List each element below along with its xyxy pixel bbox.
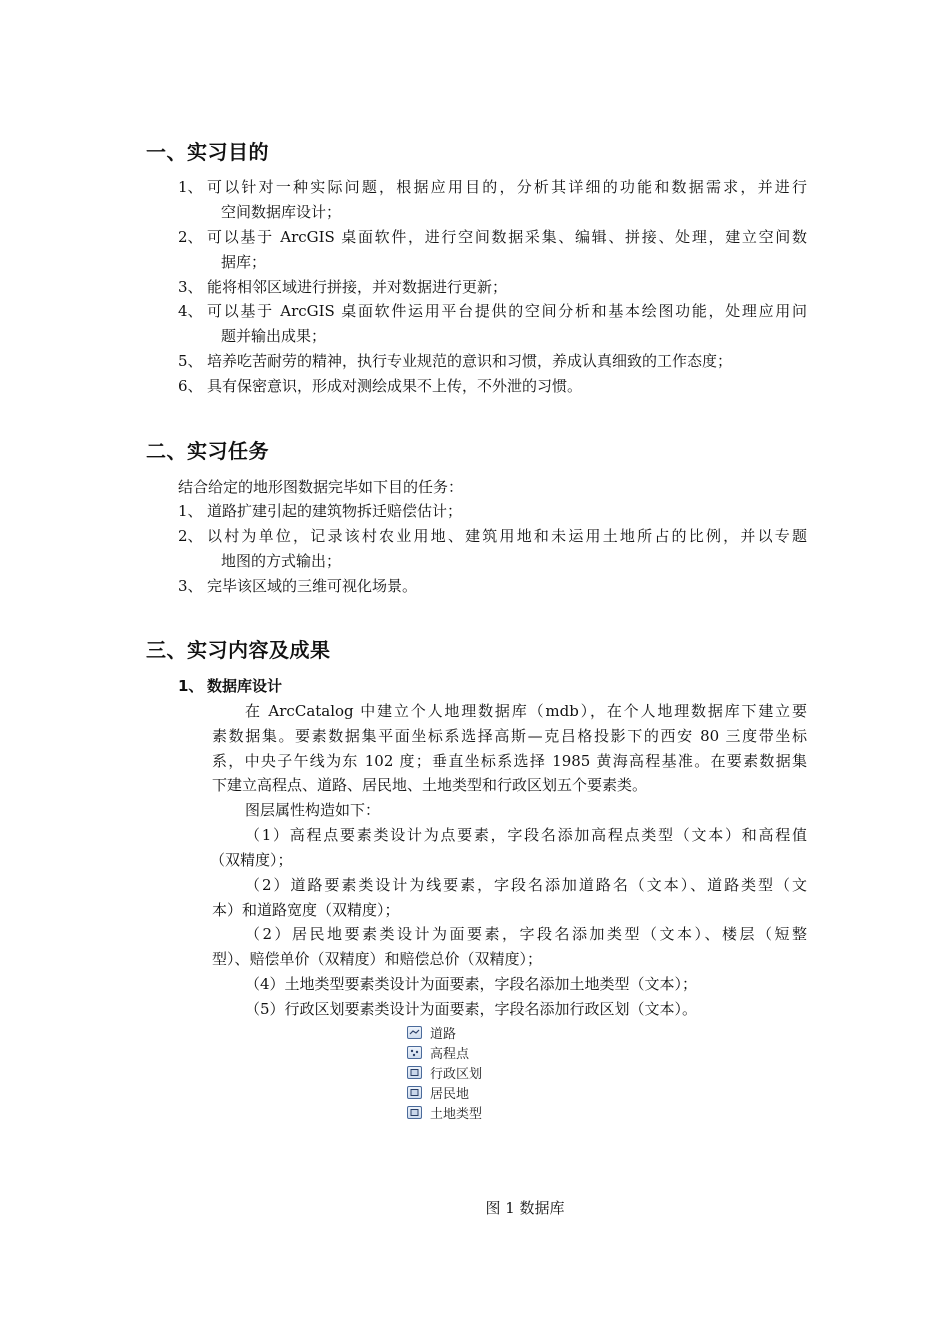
list-item-continuation: 地图的方式输出； [221, 552, 342, 570]
subsection-title: 数据库设计 [207, 677, 283, 695]
figure-caption: 图 1 数据库 [485, 1199, 565, 1217]
subsection-number: 1、 [178, 677, 204, 695]
attribute-continuation: （双精度）； [210, 851, 293, 869]
list-item-text: 可以基于 ArcGIS 桌面软件，进行空间数据采集、编辑、拼接、处理，建立空间数 [207, 228, 807, 246]
layer-label: 行政区划 [430, 1066, 483, 1082]
list-item-continuation: 题并输出成果； [221, 327, 327, 345]
polygon-layer-icon [407, 1066, 422, 1079]
tasks-intro: 结合给定的地形图数据完毕如下目的任务： [178, 478, 464, 496]
paragraph-line: 下建立高程点、道路、居民地、土地类型和行政区划五个要素类。 [212, 776, 648, 794]
list-number: 3、 [178, 278, 203, 296]
point-layer-icon [407, 1046, 422, 1059]
attribute-line: （4）土地类型要素类设计为面要素，字段名添加土地类型（文本）； [245, 975, 698, 993]
section-heading-tasks: 二、实习任务 [146, 439, 269, 463]
list-item-text: 完毕该区域的三维可视化场景。 [207, 577, 418, 595]
layer-item-land-type[interactable] [407, 1102, 527, 1122]
list-item-text: 以村为单位，记录该村农业用地、建筑用地和未运用土地所占的比例，并以专题 [207, 527, 807, 545]
section-heading-content: 三、实习内容及成果 [146, 638, 331, 662]
list-item-text: 能将相邻区域进行拼接，并对数据进行更新； [207, 278, 508, 296]
attribute-line: （5）行政区划要素类设计为面要素，字段名添加行政区划（文本）。 [245, 1000, 698, 1018]
attribute-continuation: 本）和道路宽度（双精度）； [212, 901, 400, 919]
layer-label: 道路 [430, 1026, 457, 1042]
list-number: 1、 [178, 502, 203, 520]
layer-list-figure [407, 1022, 527, 1122]
list-item-continuation: 据库； [221, 253, 267, 271]
list-item-text: 可以基于 ArcGIS 桌面软件运用平台提供的空间分析和基本绘图功能，处理应用问 [207, 302, 807, 320]
list-item-text: 可以针对一种实际问题，根据应用目的，分析其详细的功能和数据需求，并进行 [207, 178, 807, 196]
layer-label: 高程点 [430, 1046, 470, 1062]
layer-item-road[interactable] [407, 1022, 527, 1042]
list-number: 6、 [178, 377, 203, 395]
paragraph-line: 在 ArcCatalog 中建立个人地理数据库（mdb），在个人地理数据库下建立要 [245, 702, 807, 720]
layer-item-residential[interactable] [407, 1082, 527, 1102]
paragraph-line: 系，中央子午线为东 102 度；垂直坐标系选择 1985 黄海高程基准。在要素数据集 [212, 752, 807, 770]
attribute-continuation: 型）、赔偿单价（双精度）和赔偿总价（双精度）； [212, 950, 543, 968]
list-number: 5、 [178, 352, 203, 370]
section-heading-purpose: 一、实习目的 [146, 140, 269, 164]
list-item-text: 具有保密意识，形成对测绘成果不上传，不外泄的习惯。 [207, 377, 583, 395]
attribute-line: （1）高程点要素类设计为点要素，字段名添加高程点类型（文本）和高程值 [245, 826, 807, 844]
layer-item-elevation-point[interactable] [407, 1042, 527, 1062]
list-number: 1、 [178, 178, 203, 196]
list-item-text: 道路扩建引起的建筑物拆迁赔偿估计； [207, 502, 463, 520]
attribute-line: （2）居民地要素类设计为面要素，字段名添加类型（文本）、楼层（短整 [245, 925, 807, 943]
attribute-line: （2）道路要素类设计为线要素，字段名添加道路名（文本）、道路类型（文 [245, 876, 807, 894]
paragraph-line: 素数据集。要素数据集平面坐标系选择高斯—克吕格投影下的西安 80 三度带坐标 [212, 727, 807, 745]
layer-label: 土地类型 [430, 1106, 483, 1122]
layer-label: 居民地 [430, 1086, 470, 1102]
list-number: 3、 [178, 577, 203, 595]
list-number: 4、 [178, 302, 203, 320]
polygon-layer-icon [407, 1106, 422, 1119]
list-number: 2、 [178, 228, 203, 246]
list-item-text: 培养吃苦耐劳的精神，执行专业规范的意识和习惯，养成认真细致的工作态度； [207, 352, 733, 370]
list-number: 2、 [178, 527, 203, 545]
polygon-layer-icon [407, 1086, 422, 1099]
attributes-intro: 图层属性构造如下： [245, 801, 381, 819]
list-item-continuation: 空间数据库设计； [221, 203, 342, 221]
layer-item-admin-division[interactable] [407, 1062, 527, 1082]
polyline-layer-icon [407, 1026, 422, 1039]
